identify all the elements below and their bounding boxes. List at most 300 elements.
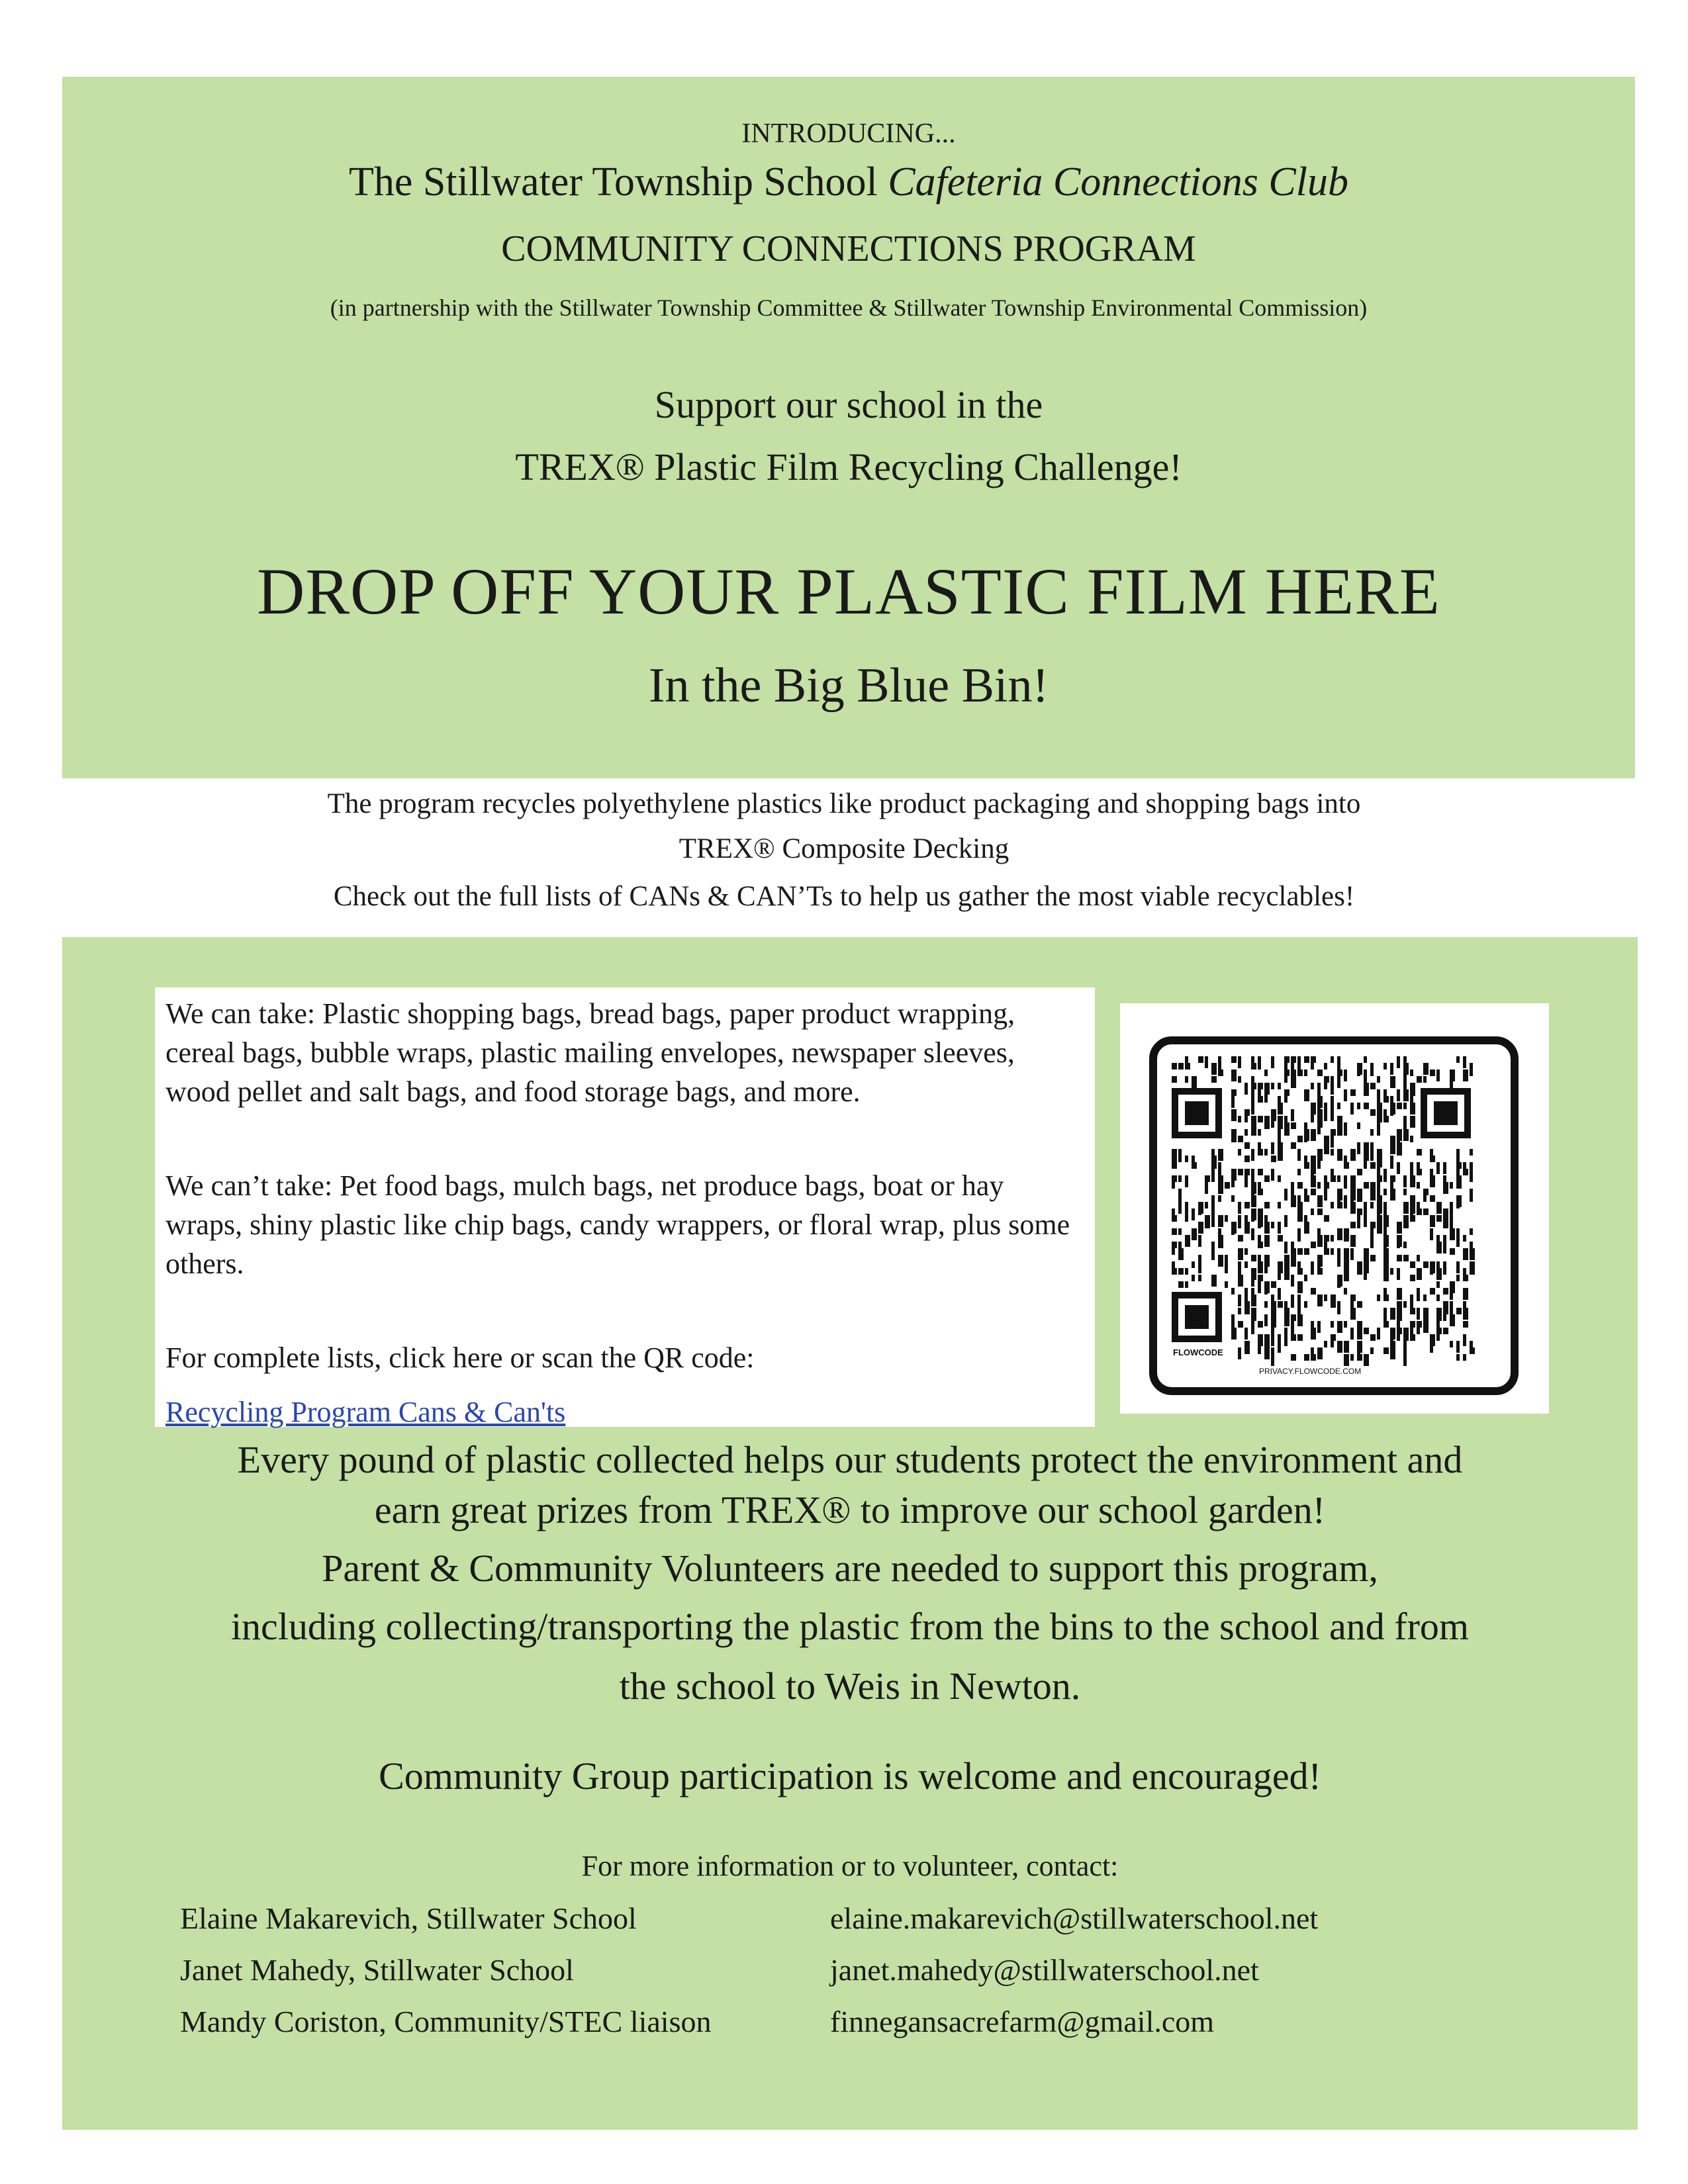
qr-module	[1456, 1182, 1462, 1189]
qr-module	[1370, 1255, 1376, 1261]
qr-module	[1397, 1103, 1402, 1109]
qr-module	[1423, 1063, 1429, 1075]
qr-module	[1304, 1056, 1309, 1063]
recycling-list-link[interactable]: Recycling Program Cans & Can'ts	[165, 1396, 566, 1428]
qr-module	[1403, 1242, 1407, 1248]
qr-module	[1423, 1308, 1429, 1314]
qr-module	[1397, 1162, 1400, 1174]
qr-module	[1357, 1103, 1360, 1109]
qr-module	[1450, 1228, 1455, 1240]
qr-module	[1271, 1169, 1274, 1181]
qr-code-graphic	[1120, 1003, 1549, 1414]
qr-module	[1331, 1301, 1336, 1308]
qr-module	[1291, 1275, 1294, 1287]
qr-module	[1324, 1295, 1327, 1301]
qr-module	[1443, 1242, 1446, 1253]
qr-module	[1344, 1202, 1347, 1208]
qr-module	[1331, 1235, 1334, 1242]
qr-module	[1403, 1255, 1409, 1261]
qr-module	[1383, 1202, 1387, 1208]
qr-module	[1344, 1354, 1349, 1366]
qr-module	[1430, 1228, 1433, 1240]
qr-module	[1192, 1275, 1195, 1281]
qr-module	[1344, 1122, 1347, 1129]
qr-module	[1218, 1069, 1223, 1076]
qr-module	[1383, 1116, 1389, 1122]
qr-module	[1403, 1334, 1409, 1341]
qr-module	[1244, 1261, 1248, 1268]
qr-module	[1450, 1076, 1453, 1088]
qr-code[interactable]	[1120, 1003, 1549, 1414]
qr-module	[1331, 1149, 1334, 1156]
can-take-text: We can take: Plastic shopping bags, bread bags, paper product wrapping, cereal bags, bubble wraps, plastic mailing envelopes, newspaper sleeves, wood pellet and salt bags, and food storage bags, and more.	[165, 997, 1015, 1108]
qr-module	[1383, 1255, 1389, 1261]
qr-module	[1370, 1228, 1374, 1235]
qr-module	[1284, 1116, 1288, 1122]
qr-module	[1198, 1056, 1203, 1063]
volunteer-line-1: Parent & Community Volunteers are needed to support this program,	[322, 1547, 1378, 1590]
qr-module	[1397, 1328, 1402, 1334]
qr-module	[1390, 1142, 1395, 1154]
qr-module	[1423, 1261, 1429, 1268]
qr-module	[1344, 1268, 1349, 1275]
qr-module	[1337, 1202, 1342, 1208]
qr-module	[1192, 1261, 1195, 1268]
qr-module	[1172, 1162, 1177, 1169]
qr-privacy-label: PRIVACY.FLOWCODE.COM	[1259, 1367, 1362, 1376]
qr-module	[1284, 1056, 1289, 1063]
qr-module	[1172, 1208, 1175, 1215]
qr-module	[1450, 1341, 1453, 1347]
qr-module	[1317, 1268, 1323, 1275]
qr-module	[1205, 1202, 1208, 1208]
qr-module	[1403, 1222, 1409, 1228]
qr-module	[1264, 1235, 1270, 1247]
qr-module	[1251, 1228, 1254, 1240]
qr-module	[1436, 1215, 1442, 1222]
qr-module	[1436, 1308, 1442, 1314]
qr-module	[1337, 1195, 1340, 1202]
qr-module	[1324, 1063, 1327, 1069]
qr-module	[1337, 1281, 1340, 1288]
qr-module	[1311, 1129, 1316, 1141]
qr-module	[1211, 1248, 1215, 1260]
qr-module	[1251, 1096, 1254, 1103]
contact-email-2[interactable]: janet.mahedy@stillwaterschool.net	[830, 1953, 1259, 1987]
qr-module	[1231, 1056, 1237, 1063]
qr-module	[1344, 1275, 1349, 1281]
qr-module	[1297, 1215, 1303, 1222]
qr-module	[1244, 1116, 1248, 1122]
qr-module	[1443, 1328, 1448, 1334]
qr-module	[1271, 1116, 1274, 1128]
qr-module	[1185, 1281, 1188, 1288]
qr-module	[1225, 1215, 1228, 1222]
qr-module	[1383, 1169, 1387, 1175]
qr-module	[1463, 1162, 1466, 1169]
qr-module	[1331, 1083, 1334, 1095]
contact-name-2: Janet Mahedy, Stillwater School	[180, 1953, 574, 1987]
qr-module	[1251, 1328, 1254, 1334]
qr-module	[1423, 1321, 1429, 1333]
qr-module	[1258, 1255, 1261, 1261]
qr-module	[1238, 1268, 1241, 1275]
qr-module	[1304, 1162, 1309, 1169]
recycling-list-link-row	[165, 1392, 1086, 1432]
qr-module	[1238, 1149, 1241, 1156]
qr-module	[1377, 1215, 1382, 1222]
qr-module	[1291, 1109, 1294, 1121]
qr-module	[1198, 1235, 1201, 1247]
impact-line-2: earn great prizes from TREX® to improve our school garden!	[374, 1488, 1326, 1531]
qr-module	[1238, 1235, 1243, 1242]
qr-module	[1403, 1215, 1409, 1222]
qr-module	[1417, 1202, 1420, 1208]
qr-module	[1436, 1295, 1440, 1301]
qr-module	[1211, 1156, 1217, 1162]
qr-module	[1258, 1063, 1261, 1069]
qr-module	[1337, 1116, 1342, 1122]
qr-module	[1357, 1169, 1362, 1175]
qr-module	[1344, 1069, 1347, 1081]
qr-module	[1238, 1222, 1241, 1228]
qr-module	[1258, 1281, 1261, 1293]
qr-module	[1350, 1089, 1356, 1096]
qr-module	[1364, 1162, 1367, 1169]
qr-module	[1244, 1083, 1248, 1095]
qr-module	[1436, 1268, 1442, 1280]
qr-module	[1317, 1347, 1323, 1359]
qr-module	[1410, 1136, 1413, 1142]
qr-module	[1331, 1076, 1334, 1083]
qr-module	[1198, 1222, 1203, 1234]
qr-module	[1357, 1261, 1362, 1268]
qr-module	[1357, 1328, 1362, 1340]
qr-module	[1350, 1308, 1356, 1320]
qr-module	[1436, 1314, 1442, 1321]
qr-module	[1383, 1208, 1387, 1215]
qr-module	[1284, 1314, 1289, 1326]
qr-module	[1377, 1122, 1380, 1129]
qr-module	[1258, 1142, 1261, 1149]
qr-module	[1364, 1069, 1367, 1076]
qr-module	[1436, 1162, 1440, 1174]
qr-module	[1331, 1334, 1336, 1341]
qr-module	[1244, 1169, 1250, 1175]
qr-module	[1231, 1175, 1235, 1187]
qr-module	[1192, 1228, 1197, 1240]
qr-module	[1297, 1235, 1301, 1242]
qr-module	[1470, 1347, 1475, 1354]
qr-module	[1417, 1328, 1420, 1334]
qr-module	[1297, 1169, 1301, 1175]
qr-module	[1456, 1354, 1460, 1361]
qr-module	[1311, 1354, 1316, 1361]
qr-module	[1470, 1228, 1473, 1235]
qr-module	[1271, 1321, 1276, 1328]
qr-module	[1377, 1149, 1382, 1156]
qr-module	[1364, 1328, 1369, 1334]
partnership-note: (in partnership with the Stillwater Township Committee & Stillwater Township Environmental Commission)	[330, 295, 1368, 321]
qr-module	[1185, 1175, 1188, 1187]
qr-module	[1370, 1235, 1374, 1242]
qr-module	[1211, 1149, 1215, 1156]
challenge-line: TREX® Plastic Film Recycling Challenge!	[515, 445, 1182, 488]
qr-module	[1337, 1069, 1342, 1076]
contact-email-1[interactable]: elaine.makarevich@stillwaterschool.net	[830, 1901, 1319, 1935]
qr-module	[1185, 1268, 1188, 1275]
qr-module	[1304, 1122, 1307, 1129]
qr-module	[1205, 1222, 1210, 1228]
qr-module	[1436, 1321, 1440, 1328]
qr-module	[1271, 1222, 1274, 1228]
qr-module	[1317, 1122, 1321, 1134]
qr-module	[1456, 1169, 1460, 1175]
qr-module	[1258, 1321, 1263, 1328]
qr-module	[1456, 1056, 1460, 1063]
qr-module	[1456, 1149, 1460, 1156]
qr-module	[1291, 1354, 1296, 1361]
qr-module	[1258, 1056, 1261, 1063]
qr-module	[1324, 1235, 1329, 1242]
qr-module	[1383, 1189, 1387, 1195]
qr-module	[1364, 1215, 1367, 1227]
introducing-label: INTRODUCING...	[741, 118, 956, 149]
qr-module	[1172, 1228, 1177, 1235]
qr-module	[1456, 1275, 1460, 1281]
qr-module	[1364, 1182, 1369, 1189]
qr-module	[1377, 1076, 1380, 1083]
qr-module	[1258, 1347, 1261, 1354]
qr-module	[1417, 1169, 1422, 1175]
qr-module	[1450, 1248, 1455, 1255]
qr-module	[1324, 1142, 1329, 1154]
qr-module	[1251, 1255, 1256, 1261]
qr-module	[1397, 1222, 1402, 1234]
qr-module	[1403, 1301, 1407, 1308]
club-title	[62, 159, 1635, 206]
qr-module	[1403, 1089, 1409, 1101]
qr-module	[1350, 1149, 1356, 1161]
qr-module	[1271, 1354, 1274, 1366]
qr-module	[1463, 1354, 1466, 1361]
qr-module	[1251, 1122, 1256, 1129]
qr-module	[1463, 1275, 1468, 1281]
qr-module	[1383, 1314, 1387, 1321]
qr-module	[1304, 1354, 1309, 1361]
qr-module	[1324, 1182, 1329, 1189]
qr-module	[1317, 1069, 1323, 1076]
qr-module	[1284, 1129, 1289, 1136]
qr-module	[1463, 1321, 1468, 1328]
qr-module	[1390, 1096, 1393, 1103]
qr-module	[1430, 1169, 1433, 1175]
qr-module	[1185, 1202, 1188, 1208]
qr-module	[1291, 1248, 1296, 1255]
qr-module	[1284, 1096, 1288, 1103]
qr-module	[1344, 1129, 1347, 1136]
qr-module	[1470, 1195, 1473, 1202]
qr-module	[1410, 1089, 1415, 1096]
qr-module	[1456, 1162, 1462, 1169]
qr-module	[1337, 1308, 1340, 1314]
qr-module	[1178, 1228, 1182, 1235]
qr-module	[1450, 1314, 1455, 1326]
qr-module	[1383, 1321, 1389, 1328]
qr-module	[1397, 1314, 1402, 1321]
qr-module	[1410, 1208, 1413, 1215]
club-title-prefix: The Stillwater Township School	[349, 159, 888, 205]
qr-module	[1185, 1076, 1188, 1083]
qr-module	[1291, 1255, 1296, 1267]
qr-module	[1456, 1202, 1460, 1208]
qr-module	[1470, 1248, 1475, 1260]
qr-module	[1403, 1354, 1407, 1366]
qr-module	[1311, 1116, 1314, 1122]
qr-module	[1244, 1156, 1250, 1162]
qr-module	[1284, 1328, 1288, 1334]
program-title: COMMUNITY CONNECTIONS PROGRAM	[501, 228, 1196, 269]
qr-module	[1192, 1208, 1195, 1220]
qr-module	[1231, 1096, 1235, 1108]
qr-module	[1251, 1314, 1256, 1321]
qr-module	[1450, 1208, 1453, 1215]
qr-module	[1317, 1182, 1321, 1189]
qr-module	[1344, 1321, 1347, 1328]
qr-module	[1244, 1222, 1250, 1234]
description-line-2: TREX® Composite Decking	[679, 833, 1009, 864]
qr-module	[1344, 1228, 1349, 1235]
qr-module	[1271, 1142, 1274, 1154]
qr-module	[1417, 1149, 1422, 1156]
contact-email-3[interactable]: finnegansacrefarm@gmail.com	[830, 2005, 1215, 2038]
qr-module	[1324, 1109, 1327, 1121]
qr-module	[1344, 1175, 1347, 1182]
qr-module	[1304, 1195, 1309, 1202]
qr-module	[1377, 1208, 1380, 1215]
qr-module	[1258, 1116, 1263, 1122]
qr-module	[1370, 1242, 1374, 1248]
qr-module	[1370, 1069, 1374, 1076]
qr-module	[1403, 1076, 1407, 1083]
qr-module	[1357, 1208, 1362, 1215]
qr-module	[1172, 1248, 1175, 1255]
qr-module	[1284, 1268, 1289, 1280]
dropoff-headline: DROP OFF YOUR PLASTIC FILM HERE	[257, 555, 1440, 628]
qr-module	[1410, 1321, 1415, 1328]
qr-module	[1456, 1308, 1462, 1314]
qr-module	[1244, 1295, 1248, 1301]
qr-module	[1344, 1235, 1349, 1242]
qr-module	[1390, 1182, 1393, 1189]
qr-module	[1291, 1195, 1296, 1207]
qr-module	[1231, 1228, 1235, 1235]
qr-module	[1205, 1215, 1210, 1222]
qr-module	[1291, 1314, 1296, 1321]
qr-module	[1403, 1083, 1407, 1089]
qr-module	[1264, 1288, 1268, 1295]
qr-module	[1377, 1295, 1380, 1301]
qr-module	[1304, 1248, 1309, 1255]
qr-module	[1443, 1162, 1446, 1174]
qr-module	[1357, 1354, 1362, 1361]
qr-module	[1225, 1255, 1228, 1261]
qr-module	[1463, 1308, 1468, 1320]
qr-module	[1436, 1069, 1440, 1081]
qr-module	[1403, 1347, 1407, 1354]
qr-module	[1436, 1334, 1440, 1341]
qr-module	[1251, 1175, 1254, 1182]
qr-module	[1311, 1063, 1314, 1069]
qr-module	[1258, 1261, 1263, 1273]
qr-module	[1364, 1142, 1369, 1149]
qr-module	[1317, 1321, 1321, 1333]
qr-module	[1198, 1208, 1201, 1215]
qr-module	[1178, 1281, 1184, 1288]
qr-module	[1172, 1063, 1177, 1069]
qr-module	[1231, 1069, 1237, 1081]
qr-module	[1470, 1175, 1473, 1182]
qr-module	[1410, 1275, 1415, 1281]
qr-module	[1251, 1129, 1256, 1136]
qr-module	[1172, 1242, 1177, 1248]
qr-module	[1403, 1175, 1407, 1187]
qr-module	[1430, 1175, 1435, 1187]
qr-module	[1470, 1268, 1475, 1275]
qr-module	[1337, 1129, 1342, 1136]
qr-module	[1218, 1162, 1221, 1169]
qr-module	[1317, 1295, 1323, 1306]
qr-module	[1231, 1321, 1235, 1328]
qr-module	[1264, 1347, 1270, 1359]
qr-module	[1185, 1156, 1188, 1162]
qr-module	[1185, 1056, 1188, 1063]
qr-module	[1258, 1096, 1263, 1103]
qr-module	[1397, 1255, 1402, 1261]
qr-module	[1443, 1268, 1446, 1275]
qr-module	[1417, 1308, 1420, 1320]
qr-module	[1350, 1301, 1354, 1308]
qr-module	[1251, 1063, 1256, 1069]
qr-module	[1297, 1334, 1303, 1341]
qr-module	[1364, 1089, 1369, 1096]
qr-module	[1284, 1301, 1288, 1308]
qr-module	[1258, 1083, 1263, 1089]
qr-module	[1350, 1235, 1356, 1247]
qr-module	[1317, 1089, 1321, 1096]
qr-module	[1291, 1063, 1294, 1069]
qr-module	[1205, 1175, 1210, 1182]
qr-module	[1297, 1295, 1301, 1301]
contact-name-1: Elaine Makarevich, Stillwater School	[180, 1901, 637, 1935]
qr-module	[1450, 1222, 1453, 1228]
qr-module	[1192, 1162, 1197, 1169]
qr-module	[1185, 1235, 1190, 1247]
qr-module	[1370, 1182, 1376, 1189]
qr-module	[1390, 1341, 1395, 1347]
qr-module	[1278, 1103, 1283, 1115]
qr-module	[1410, 1162, 1413, 1169]
qr-module	[1297, 1149, 1301, 1161]
qr-module	[1258, 1341, 1261, 1347]
qr-module	[1264, 1222, 1270, 1234]
qr-module	[1238, 1347, 1241, 1359]
qr-module	[1211, 1175, 1215, 1182]
qr-finder-bottom-left	[1172, 1292, 1222, 1342]
qr-module	[1337, 1056, 1340, 1063]
qr-module	[1344, 1182, 1347, 1189]
qr-module	[1443, 1222, 1448, 1228]
